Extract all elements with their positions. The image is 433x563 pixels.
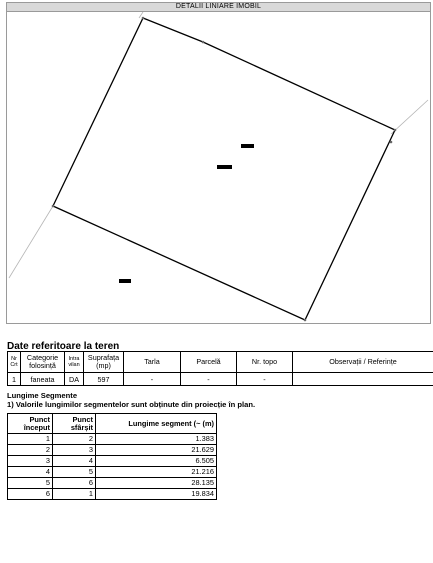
segments-title: Lungime Segmente <box>7 391 78 400</box>
col-categorie: Categorie folosință <box>21 352 65 373</box>
segments-table <box>7 413 217 500</box>
cell-intravilan: DA <box>65 373 84 386</box>
header-title: DETALII LINIARE IMOBIL <box>175 3 262 10</box>
cell-start: 5 <box>8 478 53 489</box>
cell-nr: 1 <box>8 373 21 386</box>
cell-start: 2 <box>8 445 53 456</box>
vertex-marker <box>202 41 205 44</box>
table-row <box>8 445 217 456</box>
cell-observatii <box>293 373 433 386</box>
table-row <box>8 456 217 467</box>
cell-start: 4 <box>8 467 53 478</box>
cell-suprafata: 597 <box>84 373 124 386</box>
vertex-marker <box>142 17 145 20</box>
col-observatii: Observații / Referințe <box>293 352 433 373</box>
table-row <box>8 467 217 478</box>
cell-end: 1 <box>53 489 96 500</box>
table-row <box>8 373 433 386</box>
cell-length: 21.216 <box>96 467 217 478</box>
cell-tarla: - <box>124 373 181 386</box>
cell-length: 21.629 <box>96 445 217 456</box>
redacted-mark <box>241 144 254 148</box>
neighbor-line-west <box>9 206 53 278</box>
cell-length: 19.834 <box>96 489 217 500</box>
vertex-marker <box>390 141 393 144</box>
cell-start: 1 <box>8 434 53 445</box>
table-row <box>8 489 217 500</box>
col-nr-topo: Nr. topo <box>237 352 293 373</box>
col-nr-crt: Nr Crt <box>8 352 21 373</box>
redacted-mark <box>119 279 131 283</box>
table-row <box>8 434 217 445</box>
redacted-mark <box>217 165 232 169</box>
table-row <box>8 478 217 489</box>
cell-length: 28.135 <box>96 478 217 489</box>
segments-note: 1) Valorile lungimilor segmentelor sunt obținute din proiecție în plan. <box>7 400 256 409</box>
cell-parcela: - <box>181 373 237 386</box>
vertex-marker <box>304 319 307 322</box>
col-punct-inceput: Punct început <box>8 414 53 434</box>
land-data-table <box>7 351 433 386</box>
col-intravilan: Intra vilan <box>65 352 84 373</box>
cell-end: 3 <box>53 445 96 456</box>
cell-end: 6 <box>53 478 96 489</box>
cell-end: 2 <box>53 434 96 445</box>
vertex-marker <box>52 205 55 208</box>
land-section-title: Date referitoare la teren <box>7 341 120 352</box>
cell-length: 6.505 <box>96 456 217 467</box>
cell-end: 4 <box>53 456 96 467</box>
col-tarla: Tarla <box>124 352 181 373</box>
col-parcela: Parcelă <box>181 352 237 373</box>
neighbor-line-east <box>391 100 428 134</box>
cell-start: 6 <box>8 489 53 500</box>
col-suprafata: Suprafața (mp) <box>84 352 124 373</box>
table-header-row <box>8 352 433 373</box>
table-header-row <box>8 414 217 434</box>
cell-start: 3 <box>8 456 53 467</box>
header-bar <box>6 2 431 12</box>
cell-length: 1.383 <box>96 434 217 445</box>
parcel-plan-drawing <box>7 12 432 324</box>
vertex-marker <box>394 129 397 132</box>
cell-end: 5 <box>53 467 96 478</box>
col-punct-sfarsit: Punct sfârșit <box>53 414 96 434</box>
cell-categorie: faneata <box>21 373 65 386</box>
col-lungime-segment: Lungime segment (~ (m) <box>96 414 217 434</box>
parcel-map <box>6 12 431 324</box>
cell-nr-topo: - <box>237 373 293 386</box>
